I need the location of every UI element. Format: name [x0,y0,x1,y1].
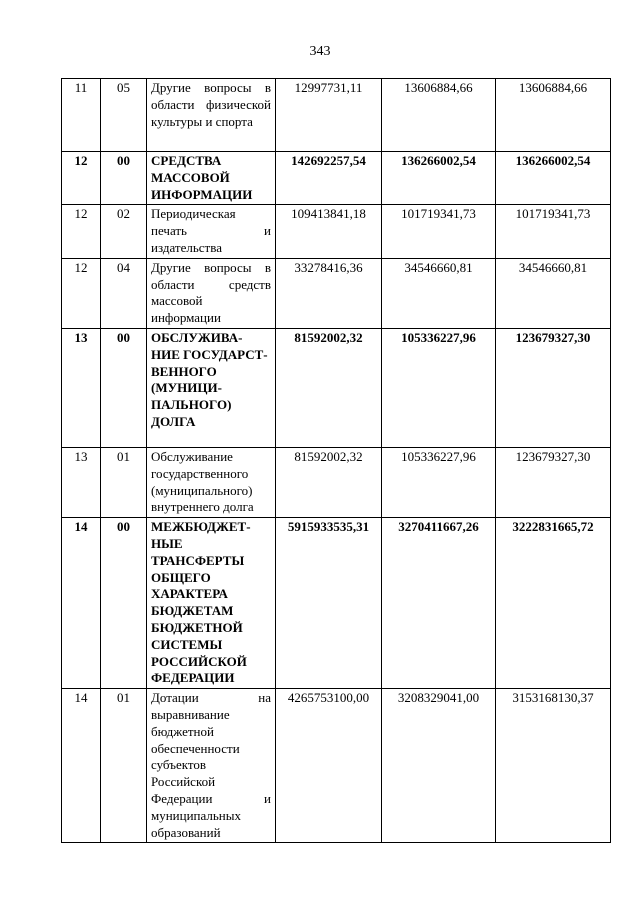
amount-cell-year-2: 105336227,96 [382,447,496,517]
table-row [62,258,611,328]
amount-cell-year-2: 105336227,96 [382,328,496,447]
budget-table [61,78,611,843]
subsection-code-cell: 01 [101,447,147,517]
table-row [62,152,611,205]
item-name-cell: Дотации на выравнивание бюджетной обеспеченности субъектов Российской Федерации и муниципальных образований [147,689,276,843]
amount-cell-year-2: 136266002,54 [382,152,496,205]
item-name-cell: Периодическая печать и издательства [147,205,276,258]
table-row [62,79,611,152]
amount-cell-year-1: 81592002,32 [276,447,382,517]
table-row [62,689,611,843]
section-code-cell: 13 [62,328,101,447]
item-name-cell: Обслуживание государственного (муниципального) внутреннего долга [147,447,276,517]
table-row [62,205,611,258]
amount-cell-year-1: 5915933535,31 [276,518,382,689]
table-row [62,447,611,517]
section-code-cell: 14 [62,689,101,843]
amount-cell-year-3: 3153168130,37 [496,689,611,843]
subsection-code-cell: 00 [101,518,147,689]
amount-cell-year-1: 109413841,18 [276,205,382,258]
section-code-cell: 12 [62,258,101,328]
section-code-cell: 14 [62,518,101,689]
subsection-code-cell: 02 [101,205,147,258]
item-name-cell: Другие вопросы в области физической культуры и спорта [147,79,276,152]
subsection-code-cell: 00 [101,152,147,205]
item-name-cell: СРЕДСТВА МАССОВОЙ ИНФОРМАЦИИ [147,152,276,205]
amount-cell-year-3: 13606884,66 [496,79,611,152]
amount-cell-year-2: 3208329041,00 [382,689,496,843]
subsection-code-cell: 04 [101,258,147,328]
amount-cell-year-1: 4265753100,00 [276,689,382,843]
table-row [62,518,611,689]
section-code-cell: 12 [62,205,101,258]
section-code-cell: 13 [62,447,101,517]
page-number: 343 [309,44,331,59]
section-code-cell: 12 [62,152,101,205]
subsection-code-cell: 00 [101,328,147,447]
item-name-cell: МЕЖБЮДЖЕТ-НЫЕ ТРАНСФЕРТЫ ОБЩЕГО ХАРАКТЕРА БЮДЖЕТАМ БЮДЖЕТНОЙ СИСТЕМЫ РОССИЙСКОЙ ФЕДЕРАЦИИ [147,518,276,689]
amount-cell-year-3: 123679327,30 [496,328,611,447]
subsection-code-cell: 01 [101,689,147,843]
amount-cell-year-3: 123679327,30 [496,447,611,517]
amount-cell-year-2: 101719341,73 [382,205,496,258]
subsection-code-cell: 05 [101,79,147,152]
item-name-cell: ОБСЛУЖИВА-НИЕ ГОСУДАРСТ-ВЕННОГО (МУНИЦИ-ПАЛЬНОГО) ДОЛГА [147,328,276,447]
amount-cell-year-1: 12997731,11 [276,79,382,152]
section-code-cell: 11 [62,79,101,152]
amount-cell-year-1: 142692257,54 [276,152,382,205]
amount-cell-year-2: 3270411667,26 [382,518,496,689]
amount-cell-year-1: 33278416,36 [276,258,382,328]
amount-cell-year-2: 13606884,66 [382,79,496,152]
amount-cell-year-3: 101719341,73 [496,205,611,258]
amount-cell-year-2: 34546660,81 [382,258,496,328]
amount-cell-year-1: 81592002,32 [276,328,382,447]
amount-cell-year-3: 3222831665,72 [496,518,611,689]
amount-cell-year-3: 34546660,81 [496,258,611,328]
table-row [62,328,611,447]
amount-cell-year-3: 136266002,54 [496,152,611,205]
item-name-cell: Другие вопросы в области средств массовой информации [147,258,276,328]
